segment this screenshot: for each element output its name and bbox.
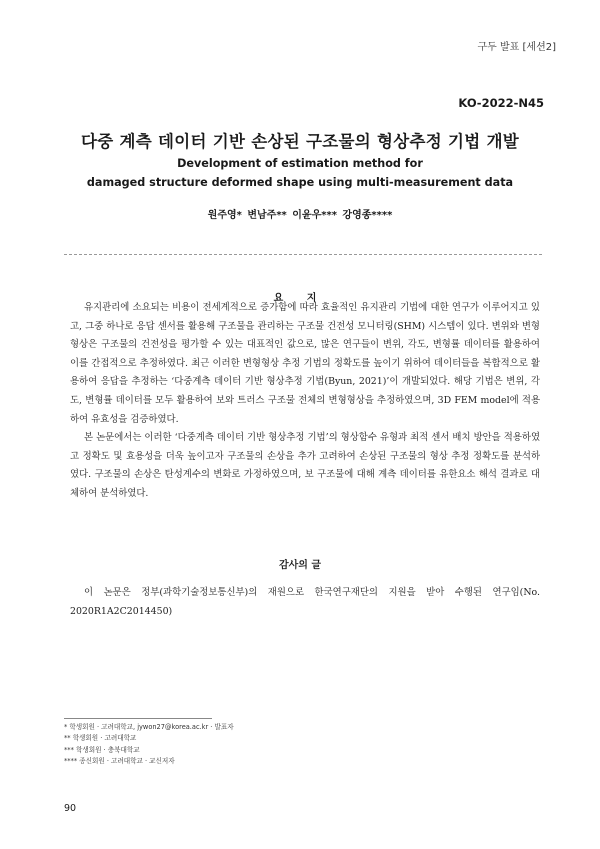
korean-title: 다중 계측 데이터 기반 손상된 구조물의 형상추정 기법 개발 [80,132,520,151]
english-title-line2: damaged structure deformed shape using multi-measurement data [86,176,514,189]
footnotes [64,722,234,768]
author-list: 원주영* 변남주** 이윤우*** 강영종**** [207,210,393,221]
paper-id: KO-2022-N45 [458,96,544,110]
abstract-heading: 요 지 [273,293,327,304]
acknowledgement-body [70,584,540,621]
abstract-paragraph-1: 유지관리에 소요되는 비용이 전세계적으로 증가함에 따라 효율적인 유지관리 기법에 대한 연구가 이루어지고 있고, 그중 하나로 응답 센서를 활용해 구조물을 관리하는 구조물 건전성 모니터링(SHM) 시스템이 있다. 변위와 변형형상은 구조물의 건전성을 평가할 수 있는 대표적인 값으로, 많은 연구들이 변위, 각도, 변형률 데이터를 활용하여 이를 간접적으로 추정하였다. 최근 이러한 변형형상 추정 기법의 정확도를 높이기 위하여 데이터들을 복합적으로 활용하여 응답을 추정하는 ‘다중계측 데이터 기반 형상추정 기법(Byun, 2021)’이 개발되었다. 해당 기법은 변위, 각도, 변형률 데이터를 모두 활용하여 보와 트러스 구조물 전체의 변형형상을 추정하였으며, 3D FEM model에 적용하여 유효성을 검증하였다. [70,302,540,425]
english-title [0,154,600,192]
abstract-paragraph-2: 본 논문에서는 이러한 ‘다중계측 데이터 기반 형상추정 기법’의 형상함수 유형과 최적 센서 배치 방안을 적용하였고 정확도 및 효용성을 더욱 높이고자 구조물의 손상을 추가 고려하여 손상된 구조물의 형상 추정 정확도를 분석하였다. 구조물의 손상은 탄성계수의 변화로 가정하였으며, 보 구조물에 대해 계측 데이터를 유한요소 해석 결과로 대체하여 분석하였다. [70,432,540,499]
footnote-4: **** 종신회원 · 고려대학교 · 교신저자 [64,757,175,766]
page-number: 90 [64,803,77,814]
footnote-rule [64,718,212,719]
acknowledgement-heading: 감사의 글 [278,560,322,571]
abstract-body [70,299,540,504]
footnote-1: * 학생회원 · 고려대학교, jywon27@korea.ac.kr · 발표자 [64,723,234,731]
section-divider [64,254,542,255]
english-title-line1: Development of estimation method for [177,157,423,170]
acknowledgement-text: 이 논문은 정부(과학기술정보통신부)의 재원으로 한국연구재단의 지원을 받아 수행된 연구임(No. 2020R1A2C2014450) [70,587,540,617]
footnote-3: *** 학생회원 · 충북대학교 [64,745,140,754]
footnote-2: ** 학생회원 · 고려대학교 [64,734,137,743]
session-label: 구두 발표 [세션2] [477,42,556,53]
